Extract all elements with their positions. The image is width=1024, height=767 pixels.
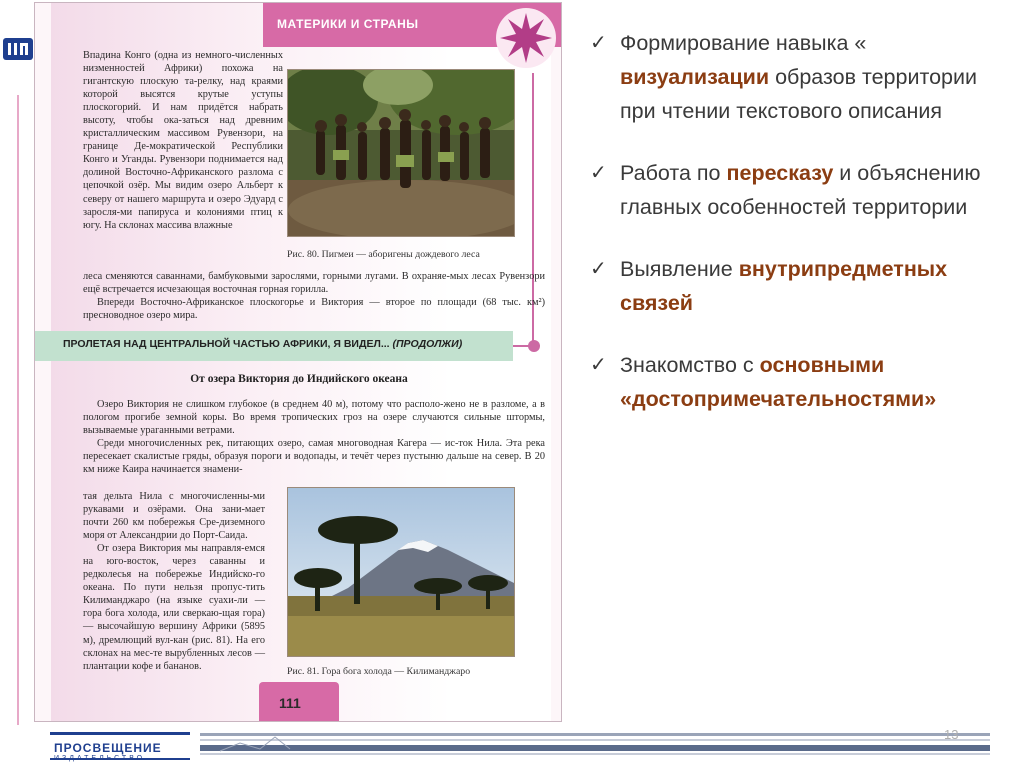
publisher-badge-icon <box>3 38 33 60</box>
paragraph-text: леса сменяются саваннами, бамбуковыми зарослями, горными лугами. В охраняе-мых лесах Рувензори ещё встречается исчезающая восточная горная горилла. <box>83 271 545 296</box>
bullet-item <box>590 252 1010 320</box>
paragraph-ruwenzori <box>83 270 545 322</box>
page-number: 111 <box>279 695 301 711</box>
bullet-list <box>590 26 1010 444</box>
bullet-highlight: внутрипредметных связей <box>620 257 948 315</box>
left-strip <box>0 0 34 767</box>
paragraph-text: Озеро Виктория не слишком глубокое (в среднем 40 м), потому что располо-жено не в разломе, а в пологом прогибе земной коры. Во время тропических гроз на озере случаются сильные штормы, вызываемые ураганными ветрами. <box>83 399 545 437</box>
footer-decoration <box>200 727 990 759</box>
bullet-text: Знакомство с <box>620 353 760 377</box>
task-prompt-text: ПРОЛЕТАЯ НАД ЦЕНТРАЛЬНОЙ ЧАСТЬЮ АФРИКИ, Я ВИДЕЛ... <box>63 338 390 350</box>
bullet-item <box>590 348 1010 416</box>
textbook-page <box>34 2 562 722</box>
task-prompt <box>63 338 462 350</box>
paragraph-kilimanjaro <box>83 490 265 673</box>
publisher-name: ПРОСВЕЩЕНИЕ <box>54 741 162 755</box>
slide-number: 13 <box>944 727 959 742</box>
paragraph-text: Впереди Восточно-Африканское плоскогорье и Виктория — второе по площади (68 тыс. км²) пресноводное озеро мира. <box>83 297 545 322</box>
divider <box>17 95 19 725</box>
check-icon: ✓ <box>590 32 607 54</box>
star-emblem-icon <box>495 7 557 69</box>
paragraph-congo: Впадина Конго (одна из немного-численных низменностей Африки) похожа на гигантскую плоскую та-релку, над краями которой высятся крутые уступы плоскогорий. И нам придётся набрать высоту, чтобы ока-заться над древним кристаллическим массивом Рувензори, на границе Де-мократической Республики Конго и Уганды. Рувензори поднимается над долиной Восточно-Африканского разлома с цепочкой озёр. Мы видим озеро Альберт к северу от нашего маршрута и озеро Эдуард с заросля-ми папируса и колониями птиц к югу. На склонах массива влажные <box>83 50 283 231</box>
bullet-text: Выявление <box>620 257 739 281</box>
check-icon: ✓ <box>590 258 607 280</box>
pygmies-photo <box>287 69 515 237</box>
bullet-dot-icon <box>528 340 540 352</box>
paragraph-text: От озера Виктория мы направля-емся на юго-восток, через саванны и редколесья на побережье Индийско-го океана. По пути нельзя пропус-тить Килиманджаро (на языке суахи-ли — гора бога холода, или сверкаю-щая гора) — высочайшую вершину Африки (5895 м), дремлющий вул-кан (рис. 81). На его склонах на мес-те вырубленных лесов — плантации кофе и бананов. <box>83 543 265 672</box>
section-heading: От озера Виктория до Индийского океана <box>190 373 408 385</box>
publisher-sub: ИЗДАТЕЛЬСТВО <box>54 755 146 762</box>
check-icon: ✓ <box>590 162 607 184</box>
figure-caption: Рис. 81. Гора бога холода — Килиманджаро <box>287 666 471 677</box>
page-header-label: МАТЕРИКИ И СТРАНЫ <box>277 17 419 31</box>
bullet-text: и объяснению главных особенностей территории <box>620 161 981 219</box>
paragraph-victoria <box>83 398 545 476</box>
connector-line <box>513 345 529 347</box>
bullet-highlight: основными «достопримечательностями» <box>620 353 937 411</box>
bullet-text: Формирование навыка « <box>620 31 867 55</box>
bullet-item <box>590 26 1010 128</box>
paragraph-text: Среди многочисленных рек, питающих озеро, самая многоводная Кагера — ис-ток Нила. Эта река пересекает скалистые гряды, образуя пороги и водопады, и течёт через пустыню дальше на север. В 20 км ниже Каира начинается знамени- <box>83 438 545 476</box>
task-prompt-hint: (ПРОДОЛЖИ) <box>392 338 463 350</box>
bullet-highlight: визуализации <box>620 65 770 89</box>
kilimanjaro-photo <box>287 487 515 657</box>
bullet-highlight: пересказу <box>726 161 834 185</box>
bullet-text: Работа по <box>620 161 727 185</box>
bullet-item <box>590 156 1010 224</box>
figure-caption: Рис. 80. Пигмеи — аборигены дождевого леса <box>287 249 480 260</box>
bullet-text: образов территории при чтении текстового описания <box>620 65 978 123</box>
check-icon: ✓ <box>590 354 607 376</box>
paragraph-text: тая дельта Нила с многочисленны-ми рукавами и озёрами. Она зани-мает почти 260 км побережья Сре-диземного моря от Александрии до Порт-Саида. <box>83 491 265 542</box>
